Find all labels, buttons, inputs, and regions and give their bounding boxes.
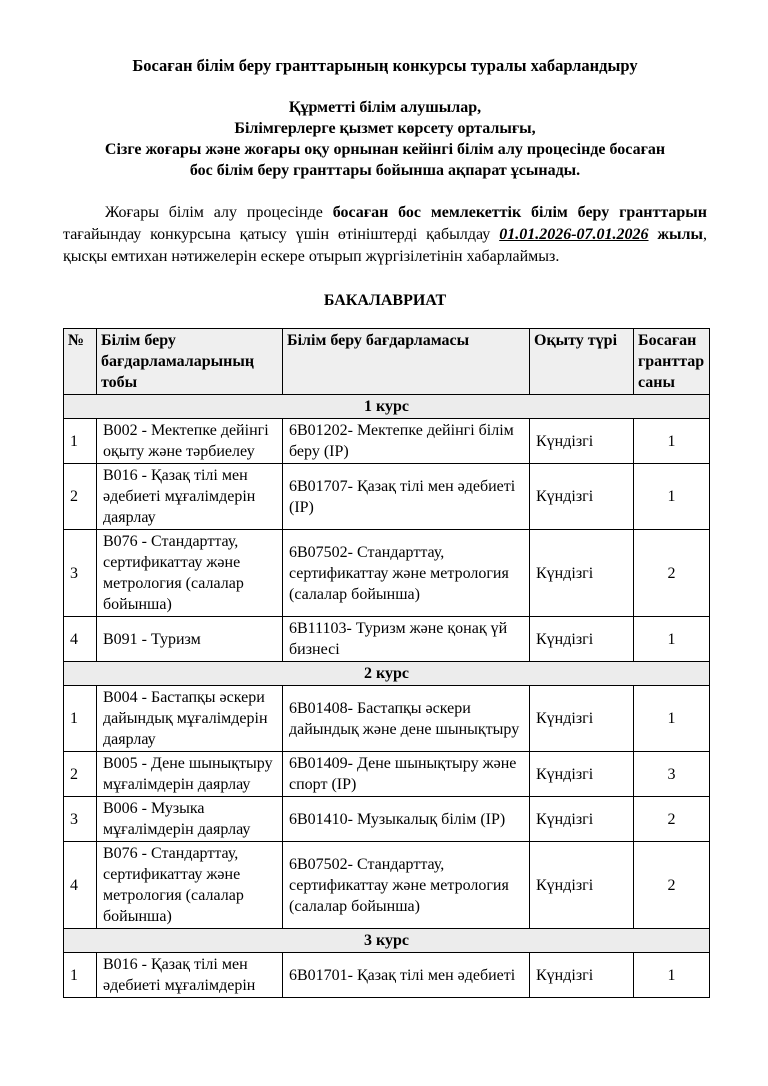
row-number: 3 <box>64 530 97 617</box>
table-row <box>64 842 710 929</box>
grants-table <box>63 328 710 998</box>
program-cell: 6B01409- Дене шынықтыру және спорт (IP) <box>283 752 530 797</box>
header-program: Білім беру бағдарламасы <box>283 329 530 395</box>
program-group-cell: B016 - Қазақ тілі мен әдебиеті мұғалімдерін даярлау <box>97 464 283 530</box>
table-row <box>64 530 710 617</box>
announcement-text: , қысқы емтихан нәтижелерін ескере отырып жүргізілетінін хабарлаймыз. <box>63 226 707 265</box>
table-row <box>64 752 710 797</box>
program-group-cell: B076 - Стандарттау, сертификаттау және метрология (салалар бойынша) <box>97 530 283 617</box>
grant-count-cell: 2 <box>634 530 710 617</box>
row-number: 1 <box>64 686 97 752</box>
course-section-row <box>64 662 710 686</box>
course-section-row <box>64 929 710 953</box>
course-section-label: 2 курс <box>64 662 710 686</box>
course-section-label: 3 курс <box>64 929 710 953</box>
table-row <box>64 686 710 752</box>
document-title: Босаған білім беру гранттарының конкурсы туралы хабарландыру <box>132 56 638 75</box>
study-form-cell: Күндізгі <box>530 464 634 530</box>
row-number: 4 <box>64 617 97 662</box>
study-form-cell: Күндізгі <box>530 530 634 617</box>
greeting-line: Сізге жоғары және жоғары оқу орнынан кейінгі білім алу процесінде босаған <box>104 141 666 158</box>
study-form-cell: Күндізгі <box>530 617 634 662</box>
program-group-cell: B016 - Қазақ тілі мен әдебиеті мұғалімдерін <box>97 953 283 998</box>
program-cell: 6B01707- Қазақ тілі мен әдебиеті (IP) <box>283 464 530 530</box>
application-dates: 01.01.2026-07.01.2026 <box>499 226 649 243</box>
program-group-cell: B002 - Мектепке дейінгі оқыту және тәрбиелеу <box>97 419 283 464</box>
course-section-row <box>64 395 710 419</box>
greeting-line: бос білім беру гранттары бойынша ақпарат ұсынады. <box>189 162 581 179</box>
announcement-paragraph <box>63 202 707 268</box>
row-number: 3 <box>64 797 97 842</box>
grant-count-cell: 1 <box>634 617 710 662</box>
study-form-cell: Күндізгі <box>530 752 634 797</box>
study-form-cell: Күндізгі <box>530 419 634 464</box>
table-row <box>64 419 710 464</box>
header-study-form: Оқыту түрі <box>530 329 634 395</box>
greeting-block <box>63 97 707 181</box>
grant-count-cell: 3 <box>634 752 710 797</box>
program-cell: 6B01202- Мектепке дейінгі білім беру (IP) <box>283 419 530 464</box>
study-form-cell: Күндізгі <box>530 797 634 842</box>
program-cell: 6B07502- Стандарттау, сертификаттау және метрология (салалар бойынша) <box>283 842 530 929</box>
table-row <box>64 953 710 998</box>
program-group-cell: B006 - Музыка мұғалімдерін даярлау <box>97 797 283 842</box>
table-row <box>64 617 710 662</box>
announcement-bold-text: босаған бос мемлекеттік білім беру гранттарын <box>332 204 707 221</box>
row-number: 2 <box>64 464 97 530</box>
row-number: 1 <box>64 419 97 464</box>
grant-count-cell: 1 <box>634 953 710 998</box>
grant-count-cell: 2 <box>634 842 710 929</box>
table-header-row <box>64 329 710 395</box>
program-group-cell: B004 - Бастапқы әскери дайындық мұғалімдерін даярлау <box>97 686 283 752</box>
row-number: 1 <box>64 953 97 998</box>
program-group-cell: B091 - Туризм <box>97 617 283 662</box>
table-row <box>64 797 710 842</box>
grant-count-cell: 1 <box>634 419 710 464</box>
greeting-line: Білімгерлерге қызмет көрсету орталығы, <box>234 120 536 137</box>
announcement-bold-text: жылы <box>648 226 703 243</box>
grants-table-body <box>64 395 710 998</box>
grant-count-cell: 1 <box>634 686 710 752</box>
program-cell: 6B01408- Бастапқы әскери дайындық және дене шынықтыру <box>283 686 530 752</box>
row-number: 4 <box>64 842 97 929</box>
header-program-group: Білім беру бағдарламаларының тобы <box>97 329 283 395</box>
study-form-cell: Күндізгі <box>530 842 634 929</box>
program-group-cell: B005 - Дене шынықтыру мұғалімдерін даярлау <box>97 752 283 797</box>
study-form-cell: Күндізгі <box>530 686 634 752</box>
header-number: № <box>64 329 97 395</box>
bachelor-section-heading: БАКАЛАВРИАТ <box>323 292 447 309</box>
announcement-text: тағайындау конкурсына қатысу үшін өтініштерді қабылдау <box>63 226 500 243</box>
program-cell: 6B11103- Туризм және қонақ үй бизнесі <box>283 617 530 662</box>
greeting-line: Құрметті білім алушылар, <box>288 99 482 116</box>
course-section-label: 1 курс <box>64 395 710 419</box>
table-row <box>64 464 710 530</box>
header-grant-count: Босаған гранттар саны <box>634 329 710 395</box>
row-number: 2 <box>64 752 97 797</box>
program-cell: 6B01410- Музыкалық білім (IP) <box>283 797 530 842</box>
announcement-text: Жоғары білім алу процесінде <box>105 204 333 221</box>
study-form-cell: Күндізгі <box>530 953 634 998</box>
program-cell: 6B01701- Қазақ тілі мен әдебиеті <box>283 953 530 998</box>
grant-count-cell: 2 <box>634 797 710 842</box>
program-group-cell: B076 - Стандарттау, сертификаттау және метрология (салалар бойынша) <box>97 842 283 929</box>
grant-count-cell: 1 <box>634 464 710 530</box>
program-cell: 6B07502- Стандарттау, сертификаттау және метрология (салалар бойынша) <box>283 530 530 617</box>
